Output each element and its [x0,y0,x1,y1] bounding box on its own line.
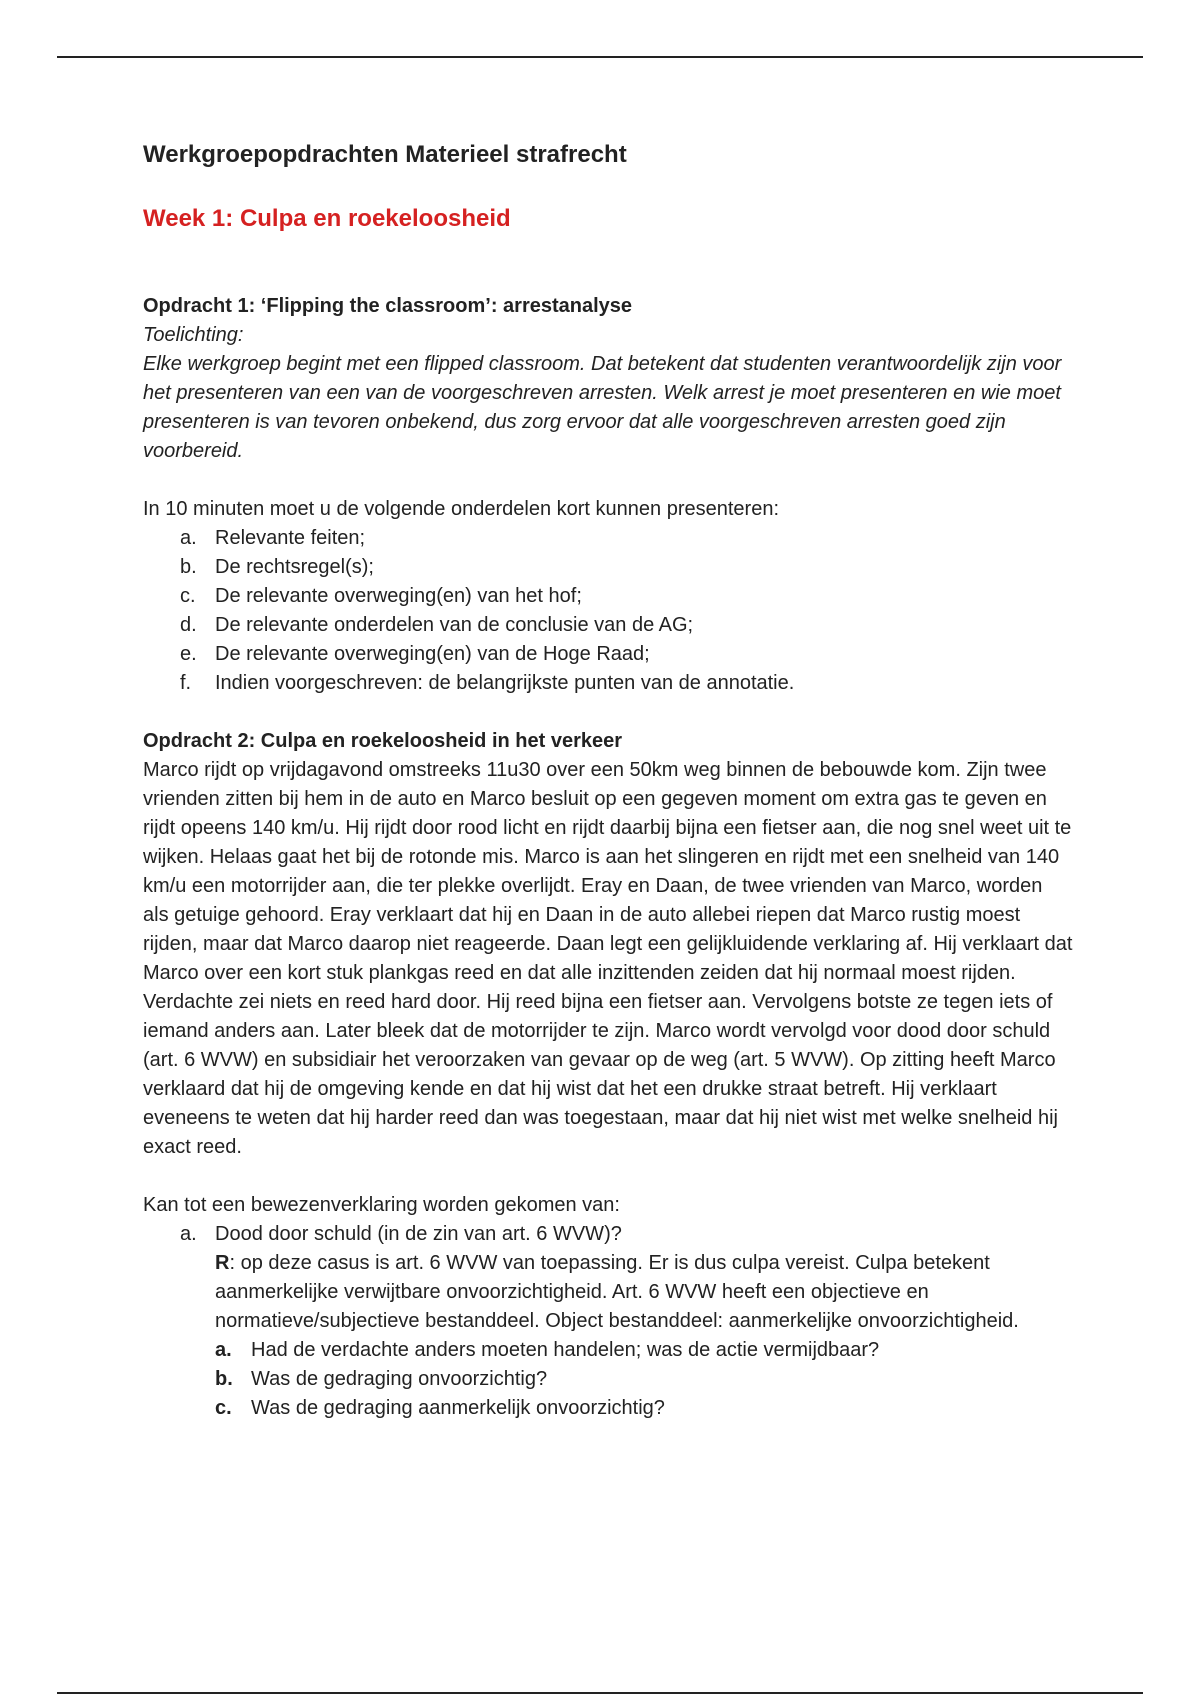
list-item: f. Indien voorgeschreven: de belangrijkste punten van de annotatie. [180,672,795,694]
list-item: e. De relevante overweging(en) van de Hoge Raad; [180,643,650,665]
opdracht1-heading: Opdracht 1: ‘Flipping the classroom’: arrestanalyse [143,295,633,317]
list-item: b. Was de gedraging onvoorzichtig? [215,1368,548,1390]
document-page [143,140,1073,1423]
list-item: c. Was de gedraging aanmerkelijk onvoorzichtig? [215,1397,665,1419]
sub-list [215,1336,1073,1423]
list-item: c. De relevante overweging(en) van het hof; [180,585,582,607]
list-item: b. De rechtsregel(s); [180,556,374,578]
list-item: a. Dood door schuld (in de zin van art. 6 WVW)? R: op deze casus is art. 6 WVW van toepassing. Er is dus culpa vereist. Culpa betekent aanmerkelijke verwijtbare onvoorzichtigheid. Art. 6 WVW heeft een objectieve en normatieve/subjectieve bestanddeel. Object bestanddeel: aanmerkelijke onvoorzichtigheid. a. Had de verdachte anders moeten handelen; was de actie vermijdbaar? b. Was de gedraging onvoorzichtig? c. Was de gedraging aanmerkelijk onvoorzichtig? [180,1220,1073,1423]
toelichting-label: Toelichting: [143,324,244,346]
question-a-text: Dood door schuld (in de zin van art. 6 WVW)? [215,1223,622,1245]
opdracht1-list [143,524,1073,698]
list-item: d. De relevante onderdelen van de conclusie van de AG; [180,614,694,636]
week-title: Week 1: Culpa en roekeloosheid [143,205,511,232]
top-rule [57,56,1143,58]
opdracht2-heading: Opdracht 2: Culpa en roekeloosheid in het verkeer [143,730,623,752]
question-list [143,1220,1073,1423]
list-item: a. Had de verdachte anders moeten handelen; was de actie vermijdbaar? [215,1339,880,1361]
answer-text: R: op deze casus is art. 6 WVW van toepassing. Er is dus culpa vereist. Culpa betekent aanmerkelijke verwijtbare onvoorzichtigheid. Art. 6 WVW heeft een objectieve en normatieve/subjectieve bestanddeel. Object bestanddeel: aanmerkelijke onvoorzichtigheid. [215,1252,1019,1332]
toelichting-text: Elke werkgroep begint met een flipped classroom. Dat betekent dat studenten verantwoordelijk zijn voor het presenteren van een van de voorgeschreven arresten. Welk arrest je moet presenteren en wie moet presenteren is van tevoren onbekend, dus zorg ervoor dat alle voorgeschreven arresten goed zijn voorbereid. [143,353,1062,462]
question-intro: Kan tot een bewezenverklaring worden gekomen van: [143,1194,620,1216]
opdracht1-intro: In 10 minuten moet u de volgende onderdelen kort kunnen presenteren: [143,498,779,520]
bottom-rule [57,1692,1143,1694]
opdracht2-body: Marco rijdt op vrijdagavond omstreeks 11u30 over een 50km weg binnen de bebouwde kom. Zijn twee vrienden zitten bij hem in de auto en Marco besluit op een gegeven moment om extra gas te geven en rijdt opeens 140 km/u. Hij rijdt door rood licht en rijdt daarbij bijna een fietser aan, die nog snel weet uit te wijken. Helaas gaat het bij de rotonde mis. Marco is aan het slingeren en rijdt met een snelheid van 140 km/u een motorrijder aan, die ter plekke overlijdt. Eray en Daan, de twee vrienden van Marco, worden als getuige gehoord. Eray verklaart dat hij en Daan in de auto allebei riepen dat Marco rustig moest rijden, maar dat Marco daarop niet reageerde. Daan legt een gelijkluidende verklaring af. Hij verklaart dat Marco over een kort stuk plankgas reed en dat alle inzittenden zeiden dat hij normaal moest rijden. Verdachte zei niets en reed hard door. Hij reed bijna een fietser aan. Vervolgens botste ze tegen iets of iemand anders aan. Later bleek dat de motorrijder te zijn. Marco wordt vervolgd voor dood door schuld (art. 6 WVW) en subsidiair het veroorzaken van gevaar op de weg (art. 5 WVW). Op zitting heeft Marco verklaard dat hij de omgeving kende en dat hij wist dat het een drukke straat betreft. Hij verklaart eveneens te weten dat hij harder reed dan was toegestaan, maar dat hij niet wist met welke snelheid hij exact reed. [143,759,1073,1158]
list-item: a. Relevante feiten; [180,527,366,549]
document-title: Werkgroepopdrachten Materieel strafrecht [143,141,627,168]
